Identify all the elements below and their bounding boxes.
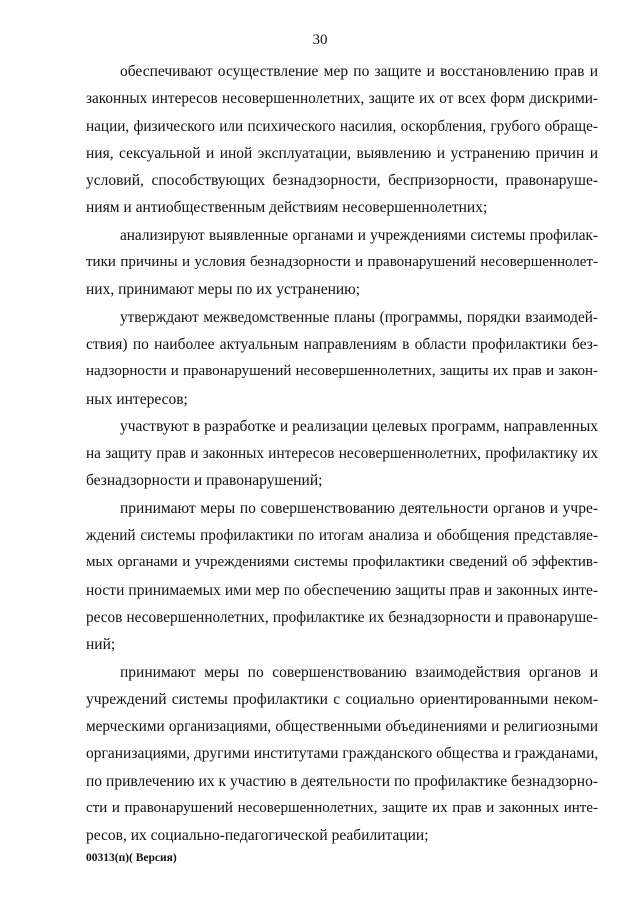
- paragraph-line: участвуют в разработке и реализации целевых программ, направленных: [120, 417, 598, 435]
- paragraph-line: ний;: [86, 636, 116, 654]
- paragraph-line: ния, сексуальной и иной эксплуатации, выявлению и устранению причин и: [86, 144, 598, 162]
- paragraph: [86, 659, 598, 850]
- paragraph-line: утверждают межведомственные планы (программы, порядки взаимодей-: [120, 308, 598, 326]
- paragraph-line: мерческими организациями, общественными объединениями и религиозными: [86, 718, 598, 736]
- paragraph-line: законных интересов несовершеннолетних, защите их от всех форм дискрими-: [86, 90, 598, 108]
- paragraph-line: безнадзорности и правонарушений;: [86, 472, 323, 490]
- paragraph: [86, 58, 598, 222]
- paragraph: [86, 413, 598, 495]
- paragraph-line: принимают меры по совершенствованию деятельности органов и учре-: [120, 499, 598, 517]
- paragraph-line: ных интересов;: [86, 390, 188, 408]
- paragraph-line: организациями, другими институтами гражданского общества и гражданами,: [86, 745, 599, 763]
- paragraph: [86, 495, 598, 659]
- paragraph-line: ресов несовершеннолетних, профилактике их безнадзорности и правонаруше-: [86, 608, 598, 626]
- paragraph-line: надзорности и правонарушений несовершеннолетних, защиты их прав и закон-: [86, 363, 598, 380]
- paragraph-line: сти и правонарушений несовершеннолетних, защите их прав и законных инте-: [86, 800, 598, 817]
- document-footer-code: 00313(п)( Версия): [86, 852, 177, 864]
- paragraph-line: на защиту прав и законных интересов несовершеннолетних, профилактику их: [86, 445, 598, 463]
- paragraph-line: условий, способствующих безнадзорности, беспризорности, правонаруше-: [86, 172, 598, 190]
- paragraph-line: обеспечивают осуществление мер по защите и восстановлению прав и: [120, 63, 598, 80]
- paragraph-line: принимают меры по совершенствованию взаимодействия органов и: [120, 663, 598, 681]
- document-body: [86, 58, 598, 850]
- paragraph-line: ствия) по наиболее актуальным направлениям в области профилактики без-: [86, 335, 598, 353]
- paragraph-line: ресов, их социально-педагогической реабилитации;: [86, 827, 429, 845]
- paragraph-line: ниям и антиобщественным действиям несовершеннолетних;: [86, 199, 488, 217]
- paragraph-line: ности принимаемых ими мер по обеспечению защиты прав и законных инте-: [86, 581, 598, 599]
- paragraph-line: нации, физического или психического насилия, оскорбления, грубого обраще-: [86, 117, 598, 135]
- paragraph-line: ждений системы профилактики по итогам анализа и обобщения представляе-: [86, 527, 598, 545]
- paragraph-line: по привлечению их к участию в деятельности по профилактике безнадзорно-: [86, 772, 598, 790]
- paragraph-line: учреждений системы профилактики с социально ориентированными неком-: [86, 690, 598, 708]
- page-number: 30: [312, 32, 328, 48]
- paragraph-line: них, принимают меры по их устранению;: [86, 281, 361, 299]
- paragraph-line: мых органами и учреждениями системы профилактики сведений об эффектив-: [86, 554, 598, 571]
- paragraph-line: тики причины и условия безнадзорности и правонарушений несовершеннолет-: [86, 254, 598, 271]
- paragraph: [86, 304, 598, 413]
- paragraph: [86, 222, 598, 304]
- paragraph-line: анализируют выявленные органами и учреждениями системы профилак-: [120, 226, 598, 244]
